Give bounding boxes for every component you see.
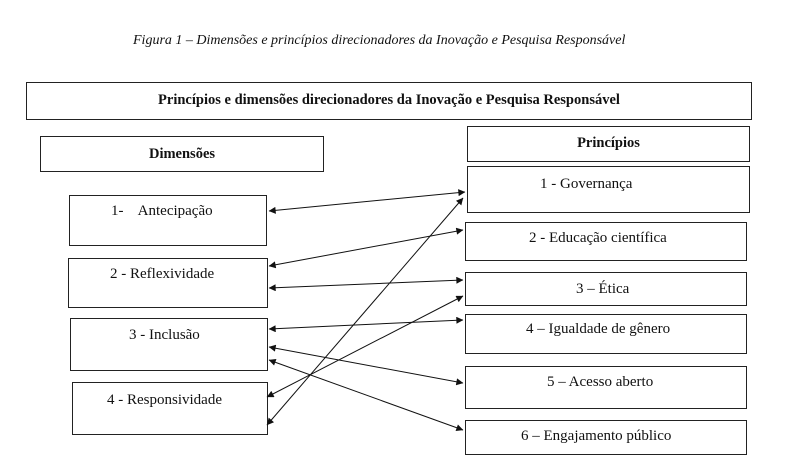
diagram-title: Princípios e dimensões direcionadores da Inovação e Pesquisa Responsável: [26, 82, 752, 120]
figure-caption: Figura 1 – Dimensões e princípios direcionadores da Inovação e Pesquisa Responsável: [133, 33, 626, 48]
principle-label-igualdade: 4 – Igualdade de gênero: [526, 321, 671, 337]
dimension-label-antecipacao: 1- Antecipação: [111, 203, 213, 219]
arrow-antecipacao-governanca: [269, 192, 465, 211]
dimension-label-responsividade: 4 - Responsividade: [107, 392, 222, 408]
arrow-reflexividade-etica: [269, 280, 463, 288]
arrow-inclusao-engajamento: [269, 360, 463, 430]
dimensions-header: Dimensões: [40, 136, 324, 172]
arrow-inclusao-acesso: [269, 347, 463, 383]
principle-label-acesso: 5 – Acesso aberto: [547, 374, 654, 390]
arrow-inclusao-igualdade: [269, 320, 463, 329]
arrow-reflexividade-educacao: [269, 230, 463, 266]
principle-label-governanca: 1 - Governança: [540, 176, 633, 192]
dimension-label-reflexividade: 2 - Reflexividade: [110, 266, 215, 282]
principle-label-etica: 3 – Ética: [576, 281, 630, 297]
principle-label-engajamento: 6 – Engajamento público: [521, 428, 672, 444]
principles-header: Princípios: [467, 126, 750, 162]
principle-label-educacao: 2 - Educação científica: [529, 230, 667, 246]
dimension-label-inclusao: 3 - Inclusão: [129, 327, 200, 343]
